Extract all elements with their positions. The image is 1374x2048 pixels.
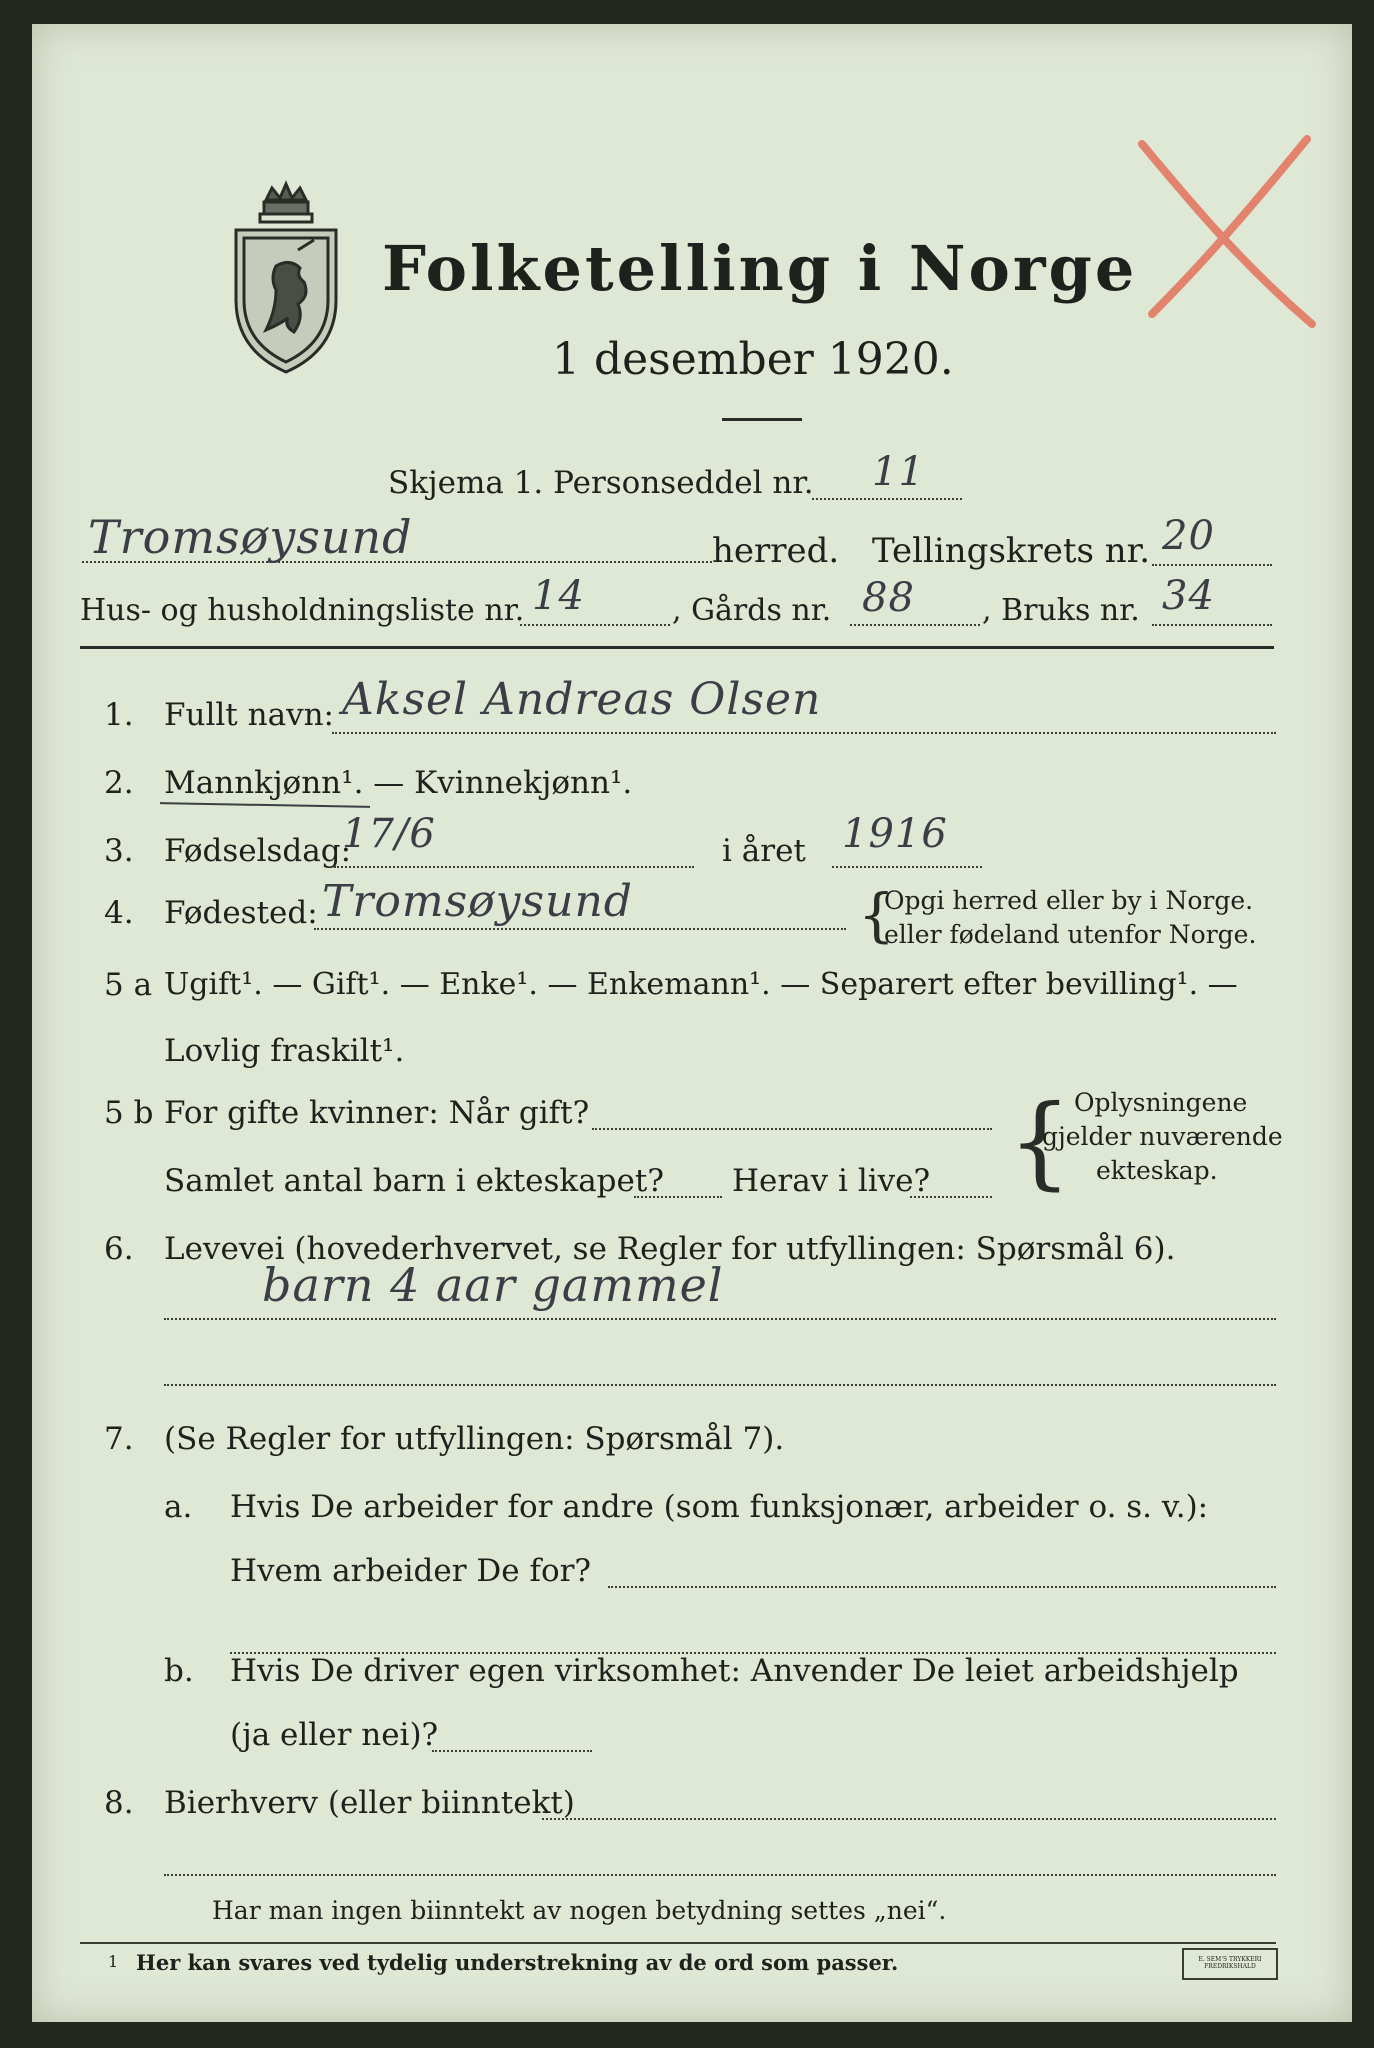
- q8-label: Bierhverv (eller biinntekt): [164, 1785, 575, 1821]
- printer-stamp-text: E. SEM'S TRYKKERI FREDRIKSHALD: [1198, 1956, 1262, 1970]
- schema-number-line: [812, 498, 962, 500]
- printer-stamp: [1182, 1948, 1278, 1980]
- gards-value: 88: [862, 575, 915, 621]
- q5b-children-label: Samlet antal barn i ekteskapet?: [164, 1163, 664, 1199]
- q7-label: (Se Regler for utfyllingen: Spørsmål 7).: [164, 1421, 785, 1457]
- q5a-number: 5 a: [104, 967, 153, 1003]
- q3-year-value: 1916: [842, 811, 948, 857]
- q5a-line1: Ugift¹. — Gift¹. — Enke¹. — Enkemann¹. — Separert efter bevilling¹. —: [164, 967, 1238, 1002]
- header-separator: [80, 646, 1274, 649]
- q1-line: [332, 732, 1276, 734]
- q5b-children-line: [634, 1196, 722, 1198]
- census-date: 1 desember 1920.: [552, 334, 954, 385]
- q2-underline-mannkjonn: [160, 802, 370, 808]
- q2-number: 2.: [104, 765, 134, 801]
- q7b-letter: b.: [164, 1653, 194, 1689]
- q5b-number: 5 b: [104, 1095, 154, 1131]
- tellingskrets-line: [1152, 564, 1272, 566]
- bruks-label: , Bruks nr.: [982, 593, 1140, 628]
- tellingskrets-value: 20: [1162, 513, 1215, 559]
- nei-instruction: Har man ingen biinntekt av nogen betydning settes „nei“.: [212, 1896, 947, 1925]
- census-form-page: [32, 24, 1352, 2022]
- q3-number: 3.: [104, 833, 134, 869]
- q8-number: 8.: [104, 1785, 134, 1821]
- q8-line1: [542, 1818, 1276, 1820]
- q4-note-line2: eller fødeland utenfor Norge.: [884, 920, 1257, 949]
- q8-line2: [164, 1874, 1276, 1876]
- footnote-separator: [80, 1942, 1276, 1944]
- q1-label: Fullt navn:: [164, 697, 334, 733]
- q7-number: 7.: [104, 1421, 134, 1457]
- bruks-value: 34: [1162, 573, 1215, 619]
- herred-label: herred.: [712, 531, 840, 571]
- footnote-mark: 1: [108, 1952, 119, 1971]
- q4-note-brace: {: [858, 881, 895, 949]
- red-cross-mark: [1112, 114, 1332, 344]
- q4-line: [314, 928, 846, 930]
- q7b-line2: (ja eller nei)?: [230, 1717, 439, 1753]
- q4-number: 4.: [104, 895, 134, 931]
- q5b-note-brace: {: [1008, 1083, 1072, 1200]
- q6-label: Levevei (hovederhvervet, se Regler for utfyllingen: Spørsmål 6).: [164, 1231, 1176, 1267]
- husliste-label: Hus- og husholdningsliste nr.: [80, 593, 525, 628]
- schema-label: Skjema 1. Personseddel nr.: [388, 465, 814, 501]
- q3-label: Fødselsdag:: [164, 833, 352, 869]
- q4-label: Fødested:: [164, 895, 318, 931]
- q7a-line2: Hvem arbeider De for?: [230, 1553, 592, 1589]
- q6-line2: [164, 1384, 1276, 1386]
- q3-date-line: [334, 866, 694, 868]
- husliste-value: 14: [532, 573, 585, 619]
- gards-line: [850, 624, 980, 626]
- q4-birthplace-value: Tromsøysund: [322, 876, 633, 927]
- bruks-line: [1152, 624, 1272, 626]
- q5b-note-line3: ekteskap.: [1096, 1156, 1218, 1185]
- q6-line1: [164, 1318, 1276, 1320]
- q2-label: Mannkjønn¹. — Kvinnekjønn¹.: [164, 765, 633, 801]
- q5b-married-label: For gifte kvinner: Når gift?: [164, 1095, 590, 1131]
- q7a-employer-line: [608, 1586, 1276, 1588]
- gards-label: , Gårds nr.: [672, 593, 832, 628]
- form-title: Folketelling i Norge: [382, 232, 1138, 305]
- q1-name-value: Aksel Andreas Olsen: [342, 674, 822, 725]
- q3-birthdate-value: 17/6: [342, 811, 436, 857]
- husliste-line: [520, 624, 670, 626]
- q3-year-line: [832, 866, 982, 868]
- q7b-answer-line: [432, 1750, 592, 1752]
- herred-value: Tromsøysund: [88, 510, 413, 564]
- q5b-alive-line: [910, 1196, 992, 1198]
- q7a-line1: Hvis De arbeider for andre (som funksjonær, arbeider o. s. v.):: [230, 1489, 1209, 1525]
- schema-number-value: 11: [872, 449, 925, 495]
- title-divider: [722, 418, 802, 421]
- q5b-alive-label: Herav i live?: [732, 1163, 931, 1199]
- q7b-line1: Hvis De driver egen virksomhet: Anvender De leiet arbeidshjelp: [230, 1653, 1239, 1689]
- q5b-note-line2: gjelder nuværende: [1042, 1122, 1283, 1151]
- tellingskrets-label: Tellingskrets nr.: [872, 531, 1151, 571]
- q5b-married-line: [592, 1128, 992, 1130]
- q5b-note-line1: Oplysningene: [1074, 1088, 1248, 1117]
- q7a-letter: a.: [164, 1489, 193, 1525]
- q4-note-line1: Opgi herred eller by i Norge.: [884, 886, 1254, 915]
- q6-number: 6.: [104, 1231, 134, 1267]
- q5a-line2: Lovlig fraskilt¹.: [164, 1033, 405, 1069]
- footnote-text: Her kan svares ved tydelig understrekning av de ord som passer.: [136, 1950, 899, 1975]
- q6-occupation-value: barn 4 aar gammel: [262, 1258, 724, 1312]
- norway-coat-of-arms-icon: [226, 180, 346, 380]
- q3-year-label: i året: [722, 833, 806, 869]
- q1-number: 1.: [104, 697, 134, 733]
